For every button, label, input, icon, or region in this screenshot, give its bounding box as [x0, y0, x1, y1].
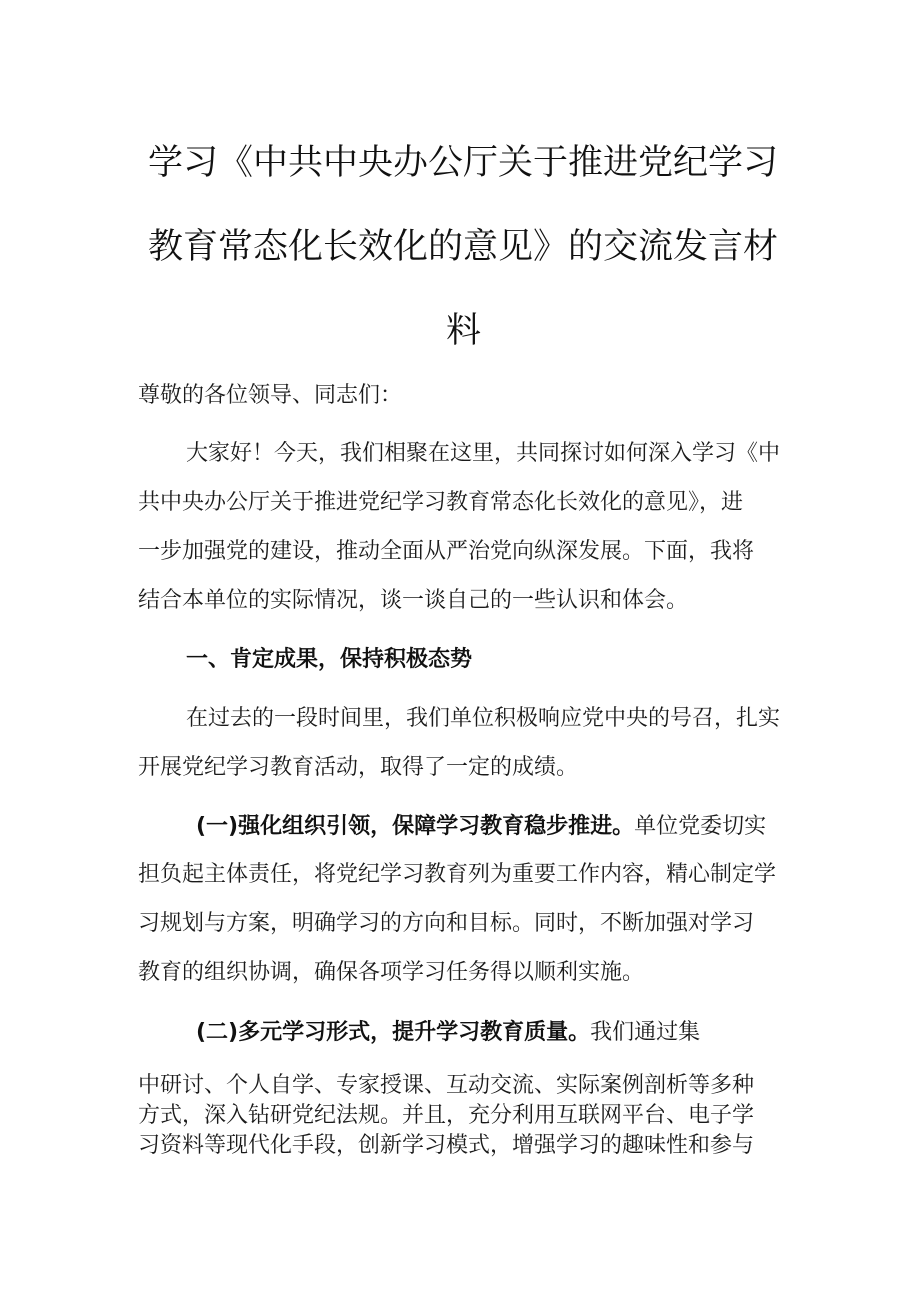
document-title-line-3: 料 — [446, 311, 482, 351]
section-1-para-line-2: 开展党纪学习教育活动，取得了一定的成绩。 — [138, 755, 579, 780]
intro-line-3: 一步加强党的建设，推动全面从严治党向纵深发展。下面，我将 — [138, 539, 755, 564]
document-title-line-2: 教育常态化长效化的意见》的交流发言材 — [148, 227, 779, 267]
item-2-line-2: 中研讨、个人自学、专家授课、互动交流、实际案例剖析等多种 — [138, 1073, 755, 1098]
salutation: 尊敬的各位领导、同志们： — [138, 383, 403, 408]
item-2-heading: (二)多元学习形式，提升学习教育质量。 — [196, 1020, 591, 1045]
item-2-line-4: 习资料等现代化手段，创新学习模式，增强学习的趣味性和参与 — [138, 1133, 755, 1158]
item-1-first-line — [196, 812, 766, 842]
item-1-line-4: 教育的组织协调，确保各项学习任务得以顺利实施。 — [138, 960, 645, 985]
item-2-first-line — [196, 1018, 700, 1048]
intro-line-1: 大家好！今天，我们相聚在这里，共同探讨如何深入学习《中 — [186, 441, 781, 466]
item-2-first-line-text: 我们通过集 — [590, 1020, 701, 1045]
intro-line-4: 结合本单位的实际情况，谈一谈自己的一些认识和体会。 — [138, 588, 689, 613]
item-1-first-line-text: 单位党委切实 — [634, 814, 767, 839]
section-1-para-line-1: 在过去的一段时间里，我们单位积极响应党中央的号召，扎实 — [186, 706, 781, 731]
item-2-line-3: 方式，深入钻研党纪法规。并且，充分利用互联网平台、电子学 — [138, 1103, 755, 1128]
item-1-line-2: 担负起主体责任，将党纪学习教育列为重要工作内容，精心制定学 — [138, 862, 777, 887]
document-title-line-1: 学习《中共中央办公厅关于推进党纪学习 — [148, 143, 779, 183]
section-1-heading: 一、肯定成果，保持积极态势 — [186, 647, 473, 672]
item-1-line-3: 习规划与方案，明确学习的方向和目标。同时，不断加强对学习 — [138, 911, 755, 936]
intro-line-2: 共中央办公厅关于推进党纪学习教育常态化长效化的意见》，进 — [138, 490, 744, 515]
item-1-heading: (一)强化组织引领，保障学习教育稳步推进。 — [196, 814, 635, 839]
